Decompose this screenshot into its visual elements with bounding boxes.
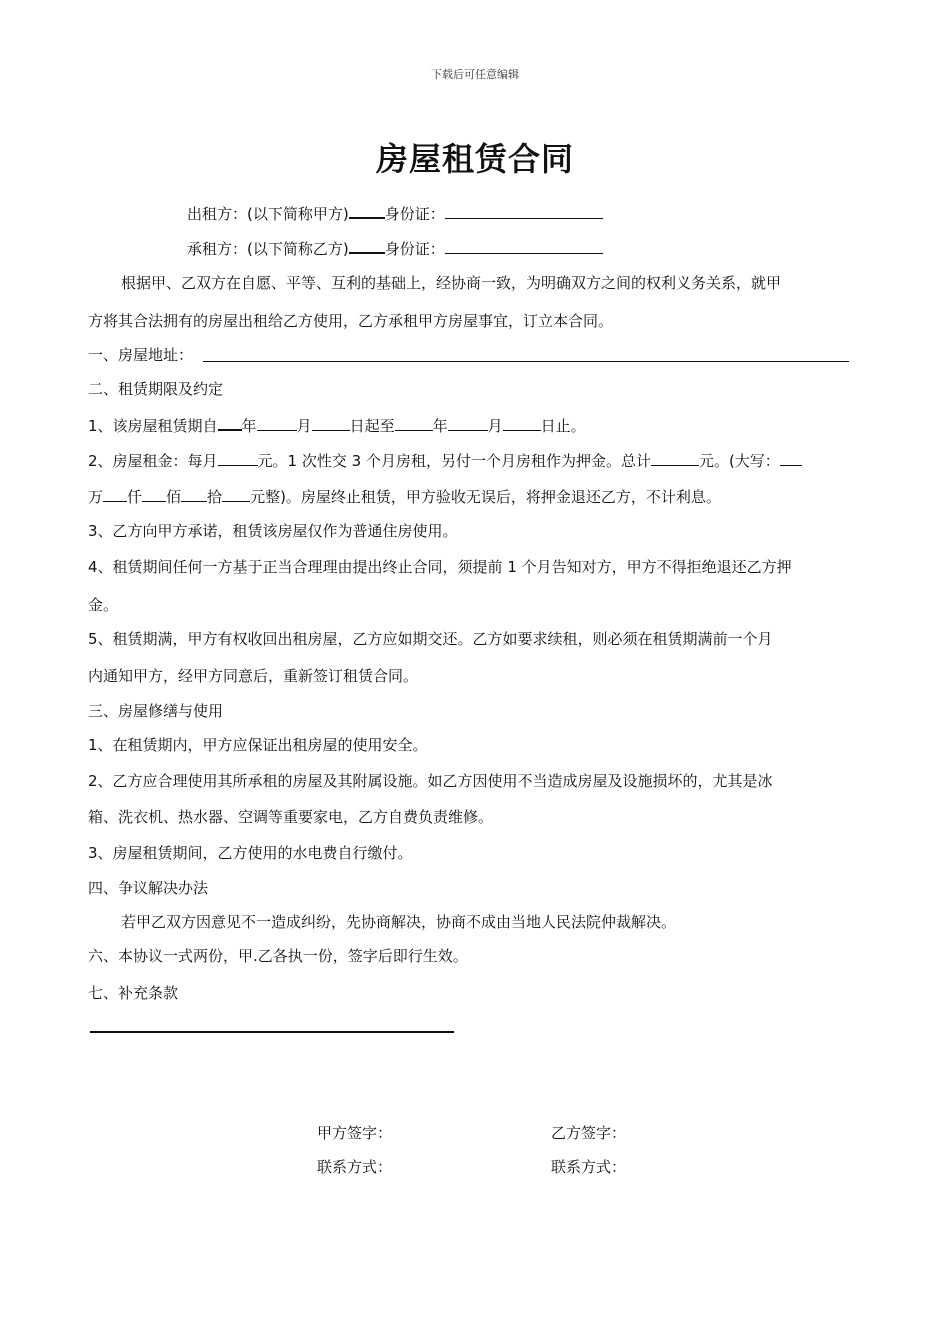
lessee-label: 承租方：(以下简称乙方) <box>187 240 349 258</box>
bai-blank[interactable] <box>142 486 166 502</box>
end-month-blank[interactable] <box>448 415 488 431</box>
header-note: 下载后可任意编辑 <box>431 68 519 81</box>
start-year-blank[interactable] <box>218 414 242 431</box>
rent-terms: 元。1 次性交 3 个月房租，另付一个月房租作为押金。总计 <box>257 452 651 470</box>
until-label: 日起至 <box>349 417 395 435</box>
qian-blank[interactable] <box>103 486 127 502</box>
total-uppercase-label: 元。(大写： <box>698 452 780 470</box>
monthly-rent-blank[interactable] <box>218 450 258 466</box>
lessee-id-blank[interactable] <box>445 238 603 254</box>
term-item-4-line-2: 金。 <box>88 596 119 614</box>
month-label: 月 <box>487 417 503 435</box>
intro-line-1: 根据甲、乙双方在自愿、平等、互利的基础上，经协商一致，为明确双方之间的权利义务关系，就甲 <box>121 274 782 292</box>
yuan-blank[interactable] <box>222 486 250 502</box>
wan-blank-1[interactable] <box>780 450 802 466</box>
start-month-blank[interactable] <box>257 415 297 431</box>
dispute-heading: 四、争议解决办法 <box>88 879 209 897</box>
bai-label: 佰 <box>166 488 182 506</box>
term-start-label: 1、该房屋租赁期自 <box>88 417 218 435</box>
year-label: 年 <box>241 417 257 435</box>
party-b-signature-label: 乙方签字： <box>551 1124 627 1142</box>
deposit-terms: 元整)。房屋终止租赁，甲方验收无误后，将押金退还乙方，不计利息。 <box>250 488 721 506</box>
party-a-contact-label: 联系方式： <box>317 1158 393 1176</box>
lessor-id-label: 身份证： <box>384 205 445 223</box>
repair-item-2-line-1: 2、乙方应合理使用其所承租的房屋及其附属设施。如乙方因使用不当造成房屋及设施损坏的，尤其是冰 <box>88 772 773 790</box>
rent-label: 2、房屋租金：每月 <box>88 452 218 470</box>
lessee-line <box>187 237 603 259</box>
end-year-blank[interactable] <box>395 415 433 431</box>
month-label: 月 <box>296 417 312 435</box>
party-a-signature-label: 甲方签字： <box>317 1124 393 1142</box>
repair-item-3: 3、房屋租赁期间，乙方使用的水电费自行缴付。 <box>88 844 413 862</box>
lessee-name-blank[interactable] <box>349 237 385 254</box>
repair-heading: 三、房屋修缮与使用 <box>88 702 224 720</box>
term-item-3: 3、乙方向甲方承诺，租赁该房屋仅作为普通住房使用。 <box>88 522 458 540</box>
term-heading: 二、租赁期限及约定 <box>88 380 224 398</box>
term-item-4-line-1: 4、租赁期间任何一方基于正当合理理由提出终止合同，须提前 1 个月告知对方，甲方不得拒绝退还乙方押 <box>88 558 792 576</box>
shi-label: 拾 <box>207 488 223 506</box>
lessor-name-blank[interactable] <box>349 202 385 219</box>
intro-line-2: 方将其合法拥有的房屋出租给乙方使用，乙方承租甲方房屋事宜，订立本合同。 <box>88 312 614 330</box>
term-item-1 <box>88 414 586 436</box>
dispute-body: 若甲乙双方因意见不一造成纠纷，先协商解决，协商不成由当地人民法院仲裁解决。 <box>121 913 677 931</box>
repair-item-2-line-2: 箱、洗衣机、热水器、空调等重要家电，乙方自费负责维修。 <box>88 808 494 826</box>
lessee-id-label: 身份证： <box>384 240 445 258</box>
supplementary-blank[interactable] <box>90 1031 454 1033</box>
start-day-blank[interactable] <box>312 415 350 431</box>
end-label: 日止。 <box>540 417 586 435</box>
qian-label: 仟 <box>127 488 143 506</box>
copies-clause: 六、本协议一式两份，甲.乙各执一份，签字后即行生效。 <box>88 947 468 965</box>
lessor-line <box>187 202 603 224</box>
term-item-5-line-2: 内通知甲方，经甲方同意后，重新签订租赁合同。 <box>88 667 419 685</box>
year-label: 年 <box>432 417 448 435</box>
total-blank[interactable] <box>651 450 699 466</box>
supplementary-heading: 七、补充条款 <box>88 984 179 1002</box>
repair-item-1: 1、在租赁期内，甲方应保证出租房屋的使用安全。 <box>88 736 428 754</box>
term-item-2-line-1 <box>88 450 802 471</box>
end-day-blank[interactable] <box>503 415 541 431</box>
address-blank[interactable] <box>203 361 849 362</box>
term-item-2-line-2 <box>88 486 721 507</box>
party-b-contact-label: 联系方式： <box>551 1158 627 1176</box>
page-title: 房屋租赁合同 <box>375 140 574 178</box>
lessor-id-blank[interactable] <box>445 203 603 219</box>
term-item-5-line-1: 5、租赁期满，甲方有权收回出租房屋，乙方应如期交还。乙方如要求续租，则必须在租赁期满前一个月 <box>88 630 773 648</box>
address-heading: 一、房屋地址： <box>88 346 194 364</box>
wan-label: 万 <box>88 488 104 506</box>
lessor-label: 出租方：(以下简称甲方) <box>187 205 349 223</box>
shi-blank[interactable] <box>181 486 207 502</box>
